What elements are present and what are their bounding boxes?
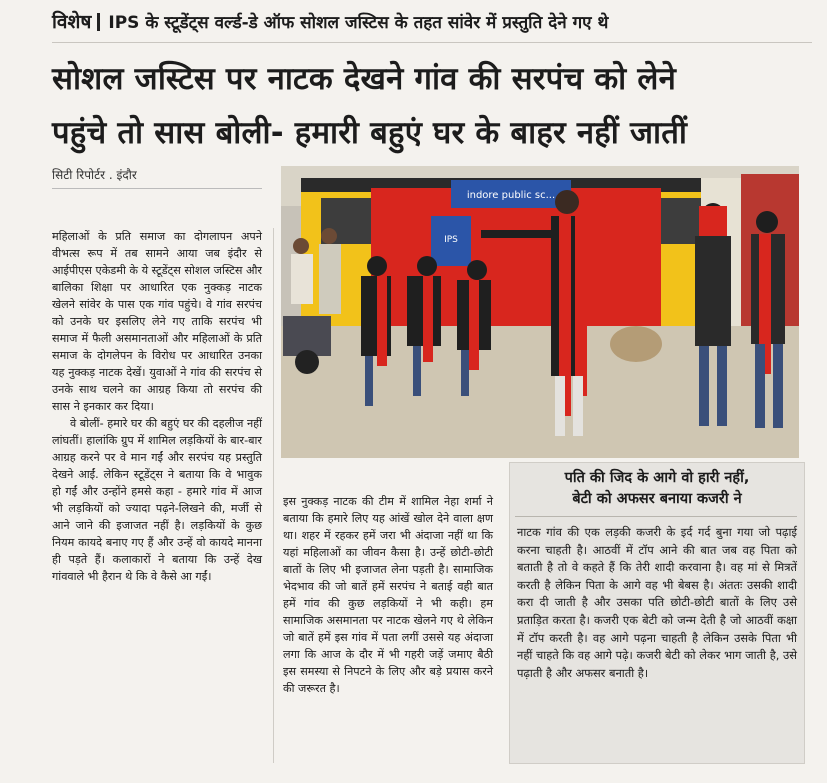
sidebar-headline-line-1: पति की जिद के आगे वो हारी नहीं, bbox=[564, 470, 750, 486]
standee-text: IPS bbox=[444, 235, 458, 245]
news-photo bbox=[281, 166, 799, 458]
paragraph: वे बोलीं- हमारे घर की बहुएं घर की दहलीज नहीं लांघतीं। हालांकि ग्रुप में शामिल लड़कियों के बार-बार आग्रह करने पर वे मान गईं और सरपंच यह प्रस्तुति देखने आईं. लेकिन स्टूडेंट्स ने बताया कि वे भावुक हो गईं और उन्होंने हमसे कहा - हमारे गांव में आज भी लड़कियों को ज्यादा पढ़ने-लिखने की, मर्जी से आने जाने की इजाजत नहीं है। लड़कियों के कुछ नियम कायदे बनाए गए हैं और उन्हें वो कायदे मानना ही पड़ते हैं। कलाकारों ने बताया कि उन्हें देख गांववाले भी हैरान थे कि वे कैसे आ गईं। bbox=[52, 417, 262, 583]
sidebar-body: नाटक गांव की एक लड़की कजरी के इर्द गर्द बुना गया जो पढ़ाई करना चाहती है। आठवीं में टॉप आने की बात जब वह पिता को बताती है तो वे कहते हैं कि तेरी शादी करवाना है। वह मां से मित्रतें करती है लेकिन पिता के आगे वह भी बेबस है। अंततः उसकी शादी करा दी जाती है और उसका पति छोटी-छोटी बातों के लिए उसे प्रताड़ित करता है। कजरी एक बेटी को जन्म देती है जो आठवीं कक्षा में टॉप करती है। वह आगे पढ़ना चाहती है लेकिन उसके पिता भी नहीं चाहते कि वह आगे पढ़े। कजरी बेटी को लेकर भाग जाती है, उसे पढ़ाती है और अफसर बनाती है। bbox=[517, 525, 797, 680]
sidebar-headline bbox=[517, 468, 797, 510]
headline bbox=[52, 52, 812, 160]
headline-line-1: सोशल जस्टिस पर नाटक देखने गांव की सरपंच को लेने bbox=[52, 61, 677, 97]
sidebar-headline-line-2: बेटी को अफसर बनाया कजरी ने bbox=[572, 491, 742, 507]
rock bbox=[610, 326, 662, 362]
section-tag: विशेष bbox=[52, 11, 92, 33]
kicker-line bbox=[52, 10, 812, 35]
street-play-photo bbox=[281, 166, 799, 458]
kicker-text: IPS के स्टूडेंट्स वर्ल्ड-डे ऑफ सोशल जस्टिस के तहत सांवेर में प्रस्तुति देने गए थे bbox=[108, 13, 609, 33]
headline-line-2: पहुंचे तो सास बोली- हमारी बहुएं घर के बाहर नहीं जातीं bbox=[52, 115, 688, 151]
sidebar-divider bbox=[515, 516, 797, 517]
column-divider bbox=[273, 228, 274, 763]
scooter-wheel bbox=[295, 350, 319, 374]
banner-text: indore public sc... bbox=[466, 190, 556, 201]
article-column-2 bbox=[283, 493, 493, 697]
paragraph: इस नुक्कड़ नाटक की टीम में शामिल नेहा शर्मा ने बताया कि हमारे लिए यह आंखें खोल देने वाला क्षण था। शहर में रहकर हमें जरा भी अंदाजा नहीं था कि यहां महिलाओं का जीवन कैसा है। उन्हें छोटी-छोटी बातों के लिए भी इजाजत लेना पड़ती है। सामाजिक भेदभाव की जो बातें हमें सरपंच ने बताई वही बात हमें गांव की कुछ लड़कियों ने भी कही। हम सामाजिक असमानता पर नाटक खेलने गए थे लेकिन जो बातें हमें इस गांव में पता लगीं उससे यह अंदाजा लगा कि आज के दौर में भी गहरी जड़ें जमाए बैठी इस समस्या से निपटने के लिए और बड़े प्रयास करने की जरूरत है। bbox=[283, 495, 493, 695]
kicker-divider bbox=[52, 42, 812, 43]
article-column-1 bbox=[52, 228, 262, 585]
kicker-separator bbox=[97, 13, 100, 31]
paragraph: महिलाओं के प्रति समाज का दोगलापन अपने वीभत्स रूप में तब सामने आया जब इंदौर से आईपीएस एकेडमी के ये स्टूडेंट्स सोशल जस्टिस और बालिका शिक्षा पर आधारित एक नुक्कड़ नाटक खेलने सांवेर के पास एक गांव पहुंचे। वे गांव सरपंच को उनके घर इसलिए लेने गए ताकि सरपंच भी समाज में फैली असमानताओं और महिलाओं के प्रति समाज के दोगलेपन के विरोध पर आधारित उनका यह नुक्कड़ नाटक देखें। युवाओं ने गांव की सरपंच से उनके साथ चलने का आग्रह किया तो सरपंच की सास ने इनकार कर दिया। bbox=[52, 230, 262, 413]
byline: सिटी रिपोर्टर . इंदौर bbox=[52, 168, 137, 182]
byline-divider bbox=[52, 188, 262, 189]
